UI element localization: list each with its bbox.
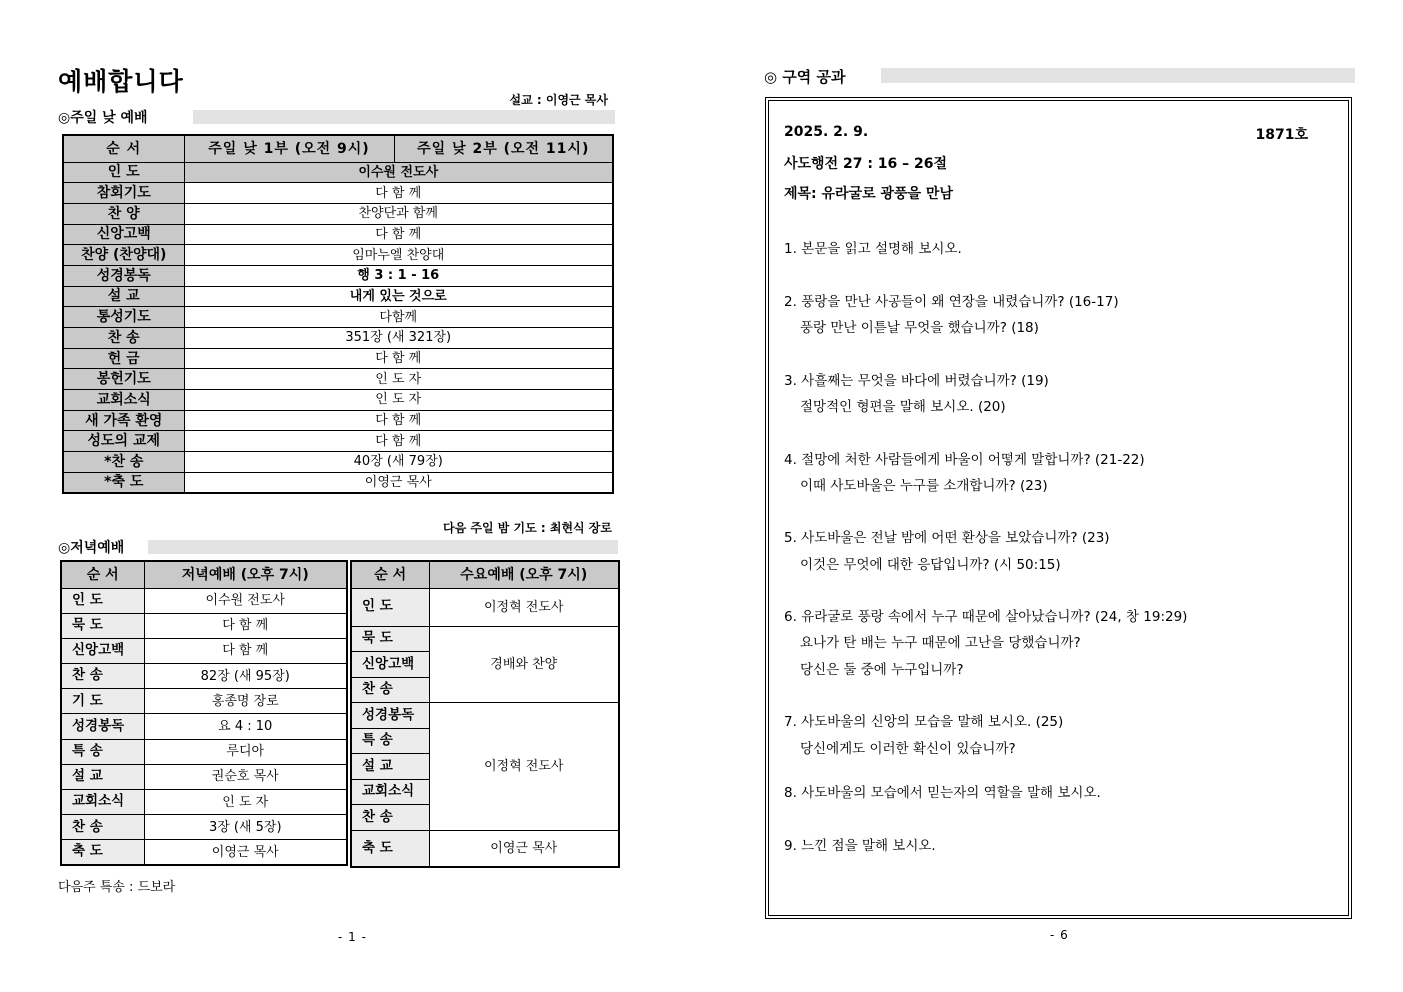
table-row: [61, 613, 347, 638]
sunday-service-heading: ◎주일 낮 예배: [58, 110, 148, 126]
question-6-sub-1: 요나가 탄 배는 누구 때문에 고난을 당했습니까?: [800, 635, 1081, 651]
sunday-service-table: [62, 134, 614, 494]
header-order: 순 서: [61, 561, 144, 588]
row-value: 다 함 께: [144, 638, 347, 663]
row-label: *축 도: [63, 472, 184, 493]
table-row: [63, 162, 613, 183]
row-label: 찬 송: [61, 815, 144, 840]
row-value: 3장 (새 5장): [144, 815, 347, 840]
table-row: [61, 689, 347, 714]
table-row: [63, 410, 613, 431]
header-second-service: 주일 낮 2부 (오전 11시): [394, 135, 613, 162]
question-2-sub: 풍랑 만난 이튿날 무엇을 했습니까? (18): [800, 320, 1039, 336]
row-value: 40장 (새 79장): [184, 452, 613, 473]
row-label: *찬 송: [63, 452, 184, 473]
table-row: [63, 224, 613, 245]
row-label: 축 도: [61, 840, 144, 865]
row-value: 다 함 께: [144, 613, 347, 638]
row-label: 성경봉독: [351, 703, 429, 729]
question-8: 8. 사도바울의 모습에서 믿는자의 역할을 말해 보시오.: [784, 785, 1101, 801]
table-row: [61, 638, 347, 663]
row-label: 신앙고백: [63, 224, 184, 245]
row-label: 봉헌기도: [63, 369, 184, 390]
row-value: 다 함 께: [184, 224, 613, 245]
table-row: [63, 286, 613, 307]
row-value: 351장 (새 321장): [184, 328, 613, 349]
row-value: 다 함 께: [184, 431, 613, 452]
row-value: 인 도 자: [144, 790, 347, 815]
row-label: 인 도: [61, 588, 144, 613]
row-value: 내게 있는 것으로: [184, 286, 613, 307]
row-value: 다함께: [184, 307, 613, 328]
section-bar: [148, 540, 618, 554]
row-label: 설 교: [351, 754, 429, 780]
row-label: 교회소식: [351, 779, 429, 805]
lesson-title: 제목: 유라굴로 광풍을 만남: [784, 186, 953, 202]
table-row: [63, 390, 613, 411]
row-value: 이정혁 전도사: [429, 588, 619, 626]
wednesday-service-table: [350, 560, 620, 868]
row-label: 기 도: [61, 689, 144, 714]
table-row: [63, 348, 613, 369]
row-value: 행 3 : 1 - 16: [184, 265, 613, 286]
row-label: 설 교: [63, 286, 184, 307]
row-label: 성도의 교제: [63, 431, 184, 452]
question-4: 4. 절망에 처한 사람들에게 바울이 어떻게 말합니까? (21-22): [784, 452, 1145, 468]
page-number-right: - 6: [1050, 928, 1069, 942]
table-row: [63, 245, 613, 266]
row-label: 찬 송: [63, 328, 184, 349]
row-value: 경배와 찬양: [429, 626, 619, 703]
table-row: [351, 830, 619, 867]
row-label: 인 도: [63, 162, 184, 183]
row-value: 임마누엘 찬양대: [184, 245, 613, 266]
question-9: 9. 느낀 점을 말해 보시오.: [784, 838, 936, 854]
row-label: 축 도: [351, 830, 429, 867]
row-value: 이영근 목사: [184, 472, 613, 493]
row-value: 찬양단과 함께: [184, 203, 613, 224]
table-row: [351, 588, 619, 626]
row-label: 특 송: [61, 739, 144, 764]
page-title: 예배합니다: [58, 67, 184, 96]
row-label: 통성기도: [63, 307, 184, 328]
row-label: 묵 도: [61, 613, 144, 638]
table-row: [61, 664, 347, 689]
row-label: 묵 도: [351, 626, 429, 652]
table-row: [63, 328, 613, 349]
row-label: 새 가족 환영: [63, 410, 184, 431]
next-special-note: 다음주 특송 : 드보라: [58, 880, 176, 895]
table-row: [61, 739, 347, 764]
row-label: 찬 양: [63, 203, 184, 224]
question-2: 2. 풍랑을 만난 사공들이 왜 연장을 내렸습니까? (16-17): [784, 294, 1119, 310]
row-label: 찬 송: [351, 805, 429, 831]
evening-service-table: [60, 560, 348, 866]
table-row: [351, 703, 619, 729]
table-header-row: [351, 561, 619, 588]
table-row: [351, 626, 619, 652]
question-1: 1. 본문을 읽고 설명해 보시오.: [784, 241, 962, 257]
table-row: [63, 265, 613, 286]
section-bar: [881, 68, 1355, 83]
row-label: 신앙고백: [351, 652, 429, 678]
row-value: 이영근 목사: [144, 840, 347, 865]
row-value: 권순호 목사: [144, 764, 347, 789]
table-row: [63, 183, 613, 204]
header-first-service: 주일 낮 1부 (오전 9시): [184, 135, 394, 162]
row-value: 82장 (새 95장): [144, 664, 347, 689]
next-prayer-note: 다음 주일 밤 기도 : 최현식 장로: [443, 521, 612, 535]
row-label: 헌 금: [63, 348, 184, 369]
row-label: 교회소식: [61, 790, 144, 815]
question-6-sub-2: 당신은 둘 중에 누구입니까?: [800, 662, 964, 678]
table-row: [63, 431, 613, 452]
question-3-sub: 절망적인 형편을 말해 보시오. (20): [800, 399, 1006, 415]
table-row: [63, 452, 613, 473]
cell-lesson-heading: ◎ 구역 공과: [764, 68, 846, 86]
row-value: 홍종명 장로: [144, 689, 347, 714]
row-label: 성경봉독: [61, 714, 144, 739]
question-4-sub: 이때 사도바울은 누구를 소개합니까? (23): [800, 478, 1048, 494]
row-value: 다 함 께: [184, 410, 613, 431]
row-value: 다 함 께: [184, 348, 613, 369]
lesson-date: 2025. 2. 9.: [784, 124, 869, 140]
row-label: 인 도: [351, 588, 429, 626]
row-value: 인 도 자: [184, 369, 613, 390]
row-label: 성경봉독: [63, 265, 184, 286]
question-5: 5. 사도바울은 전날 밤에 어떤 환상을 보았습니까? (23): [784, 530, 1110, 546]
question-3: 3. 사흘째는 무엇을 바다에 버렸습니까? (19): [784, 373, 1049, 389]
page-number-left: - 1 -: [338, 930, 367, 944]
row-value: 이수원 전도사: [184, 162, 613, 183]
question-5-sub: 이것은 무엇에 대한 응답입니까? (시 50:15): [800, 557, 1061, 573]
table-row: [61, 790, 347, 815]
evening-service-heading: ◎저녁예배: [58, 540, 125, 556]
table-row: [61, 714, 347, 739]
row-label: 찬양 (찬양대): [63, 245, 184, 266]
table-row: [63, 472, 613, 493]
row-value: 이영근 목사: [429, 830, 619, 867]
table-row: [61, 588, 347, 613]
table-header-row: [61, 561, 347, 588]
header-wednesday-service: 수요예배 (오후 7시): [429, 561, 619, 588]
question-7: 7. 사도바울의 신앙의 모습을 말해 보시오. (25): [784, 714, 1064, 730]
table-row: [63, 203, 613, 224]
table-row: [63, 369, 613, 390]
table-row: [61, 815, 347, 840]
row-value: 다 함 께: [184, 183, 613, 204]
row-label: 참회기도: [63, 183, 184, 204]
question-6: 6. 유라굴로 풍랑 속에서 누구 때문에 살아났습니까? (24, 창 19:29): [784, 609, 1188, 625]
row-value: 루디아: [144, 739, 347, 764]
table-row: [61, 764, 347, 789]
header-order: 순 서: [63, 135, 184, 162]
row-value: 요 4 : 10: [144, 714, 347, 739]
row-label: 특 송: [351, 728, 429, 754]
section-bar: [193, 110, 615, 124]
header-order: 순 서: [351, 561, 429, 588]
row-label: 찬 송: [61, 664, 144, 689]
row-label: 설 교: [61, 764, 144, 789]
table-header-row: [63, 135, 613, 162]
preacher-info: 설교 : 이영근 목사: [509, 93, 608, 107]
question-7-sub: 당신에게도 이러한 확신이 있습니까?: [800, 741, 1016, 757]
table-row: [63, 307, 613, 328]
scripture-reference: 사도행전 27 : 16 – 26절: [784, 156, 948, 172]
issue-number: 1871호: [1255, 127, 1308, 143]
row-label: 신앙고백: [61, 638, 144, 663]
row-label: 찬 송: [351, 677, 429, 703]
row-value: 인 도 자: [184, 390, 613, 411]
row-value: 이정혁 전도사: [429, 703, 619, 831]
header-evening-service: 저녁예배 (오후 7시): [144, 561, 347, 588]
table-row: [61, 840, 347, 865]
row-value: 이수원 전도사: [144, 588, 347, 613]
row-label: 교회소식: [63, 390, 184, 411]
